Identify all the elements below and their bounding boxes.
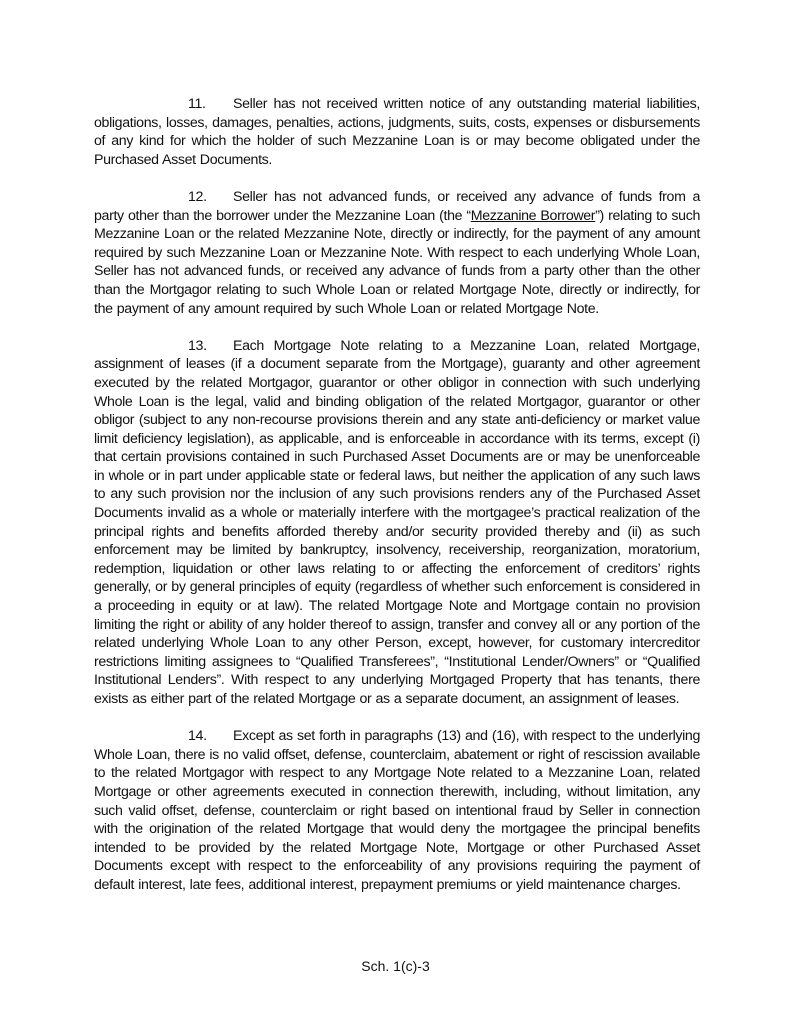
paragraph-number: 11. (188, 96, 206, 112)
paragraph-14 (94, 727, 700, 894)
paragraph-number: 14. (188, 728, 207, 745)
paragraph-number: 12. (188, 188, 207, 205)
paragraph-text-before: Seller has not advanced funds, or received any advance of funds from a party other than the borrower under the Mezzanine Loan (the “ (94, 188, 700, 224)
defined-term-mezzanine-borrower: Mezzanine Borrower (470, 207, 596, 224)
paragraph-11 (94, 95, 700, 169)
paragraph-text-after: ”) relating to such Mezzanine Loan or the related Mezzanine Note, directly or indirectly, for the payment of any amount required by such Mezzanine Loan or Mezzanine Note. With respect to each underlying Whole Loan, Seller has not advanced funds, or received any advance of funds from a party other than the other than the Mortgagor relating to such Whole Loan or related Mortgage Note, directly or indirectly, for the payment of any amount required by such Whole Loan or related Mortgage Note. (94, 207, 700, 317)
paragraph-text: Each Mortgage Note relating to a Mezzanine Loan, related Mortgage, assignment of leases (if a document separate from the Mortgage), guaranty and other agreement executed by the related Mortgagor, guarantor or other obligor in connection with such underlying Whole Loan is the legal, valid and binding obligation of the related Mortgagor, guarantor or other obligor (subject to any non-recourse provisions therein and any state anti-deficiency or market value limit deficiency legislation), as applicable, and is enforceable in accordance with its terms, except (i) that certain provisions contained in such Purchased Asset Documents are or may be unenforceable in whole or in part under applicable state or federal laws, but neither the application of any such laws to any such provision nor the inclusion of any such provisions renders any of the Purchased Asset Documents invalid as a whole or materially interfere with the mortgagee’s practical realization of the principal rights and benefits afforded thereby and/or security provided thereby and (ii) as such enforcement may be limited by bankruptcy, insolvency, receivership, reorganization, moratorium, redemption, liquidation or other laws relating to or affecting the enforcement of creditors’ rights generally, or by general principles of equity (regardless of whether such enforcement is considered in a proceeding in equity or at law). The related Mortgage Note and Mortgage contain no provision limiting the right or ability of any holder thereof to assign, transfer and convey all or any portion of the related underlying Whole Loan to any other Person, except, however, for customary intercreditor restrictions limiting assignees to “Qualified Transferees”, “Institutional Lender/Owners” or “Qualified Institutional Lenders”. With respect to any underlying Mortgaged Property that has tenants, there exists as either part of the related Mortgage or as a separate document, an assignment of leases. (94, 337, 700, 707)
paragraph-number: 13. (188, 337, 207, 354)
paragraph-text: Except as set forth in paragraphs (13) and (16), with respect to the underlying Whole Loan, there is no valid offset, defense, counterclaim, abatement or right of rescission available to the related Mortgagor with respect to any Mortgage Note related to a Mezzanine Loan, related Mortgage or other agreements executed in connection therewith, including, without limitation, any such valid offset, defense, counterclaim or right based on intentional fraud by Seller in connection with the origination of the related Mortgage that would deny the mortgagee the principal benefits intended to be provided by the related Mortgage Note, Mortgage or other Purchased Asset Documents except with respect to the enforceability of any provisions requiring the payment of default interest, late fees, additional interest, prepayment premiums or yield maintenance charges. (94, 728, 700, 893)
paragraph-12 (94, 188, 700, 318)
document-page (94, 95, 700, 913)
page-footer: Sch. 1(c)-3 (361, 958, 430, 974)
paragraph-13 (94, 337, 700, 709)
paragraph-text: Seller has not received written notice of any outstanding material liabilities, obligations, losses, damages, penalties, actions, judgments, suits, costs, expenses or disbursements of any kind for which the holder of such Mezzanine Loan is or may become obligated under the Purchased Asset Documents. (94, 96, 700, 168)
